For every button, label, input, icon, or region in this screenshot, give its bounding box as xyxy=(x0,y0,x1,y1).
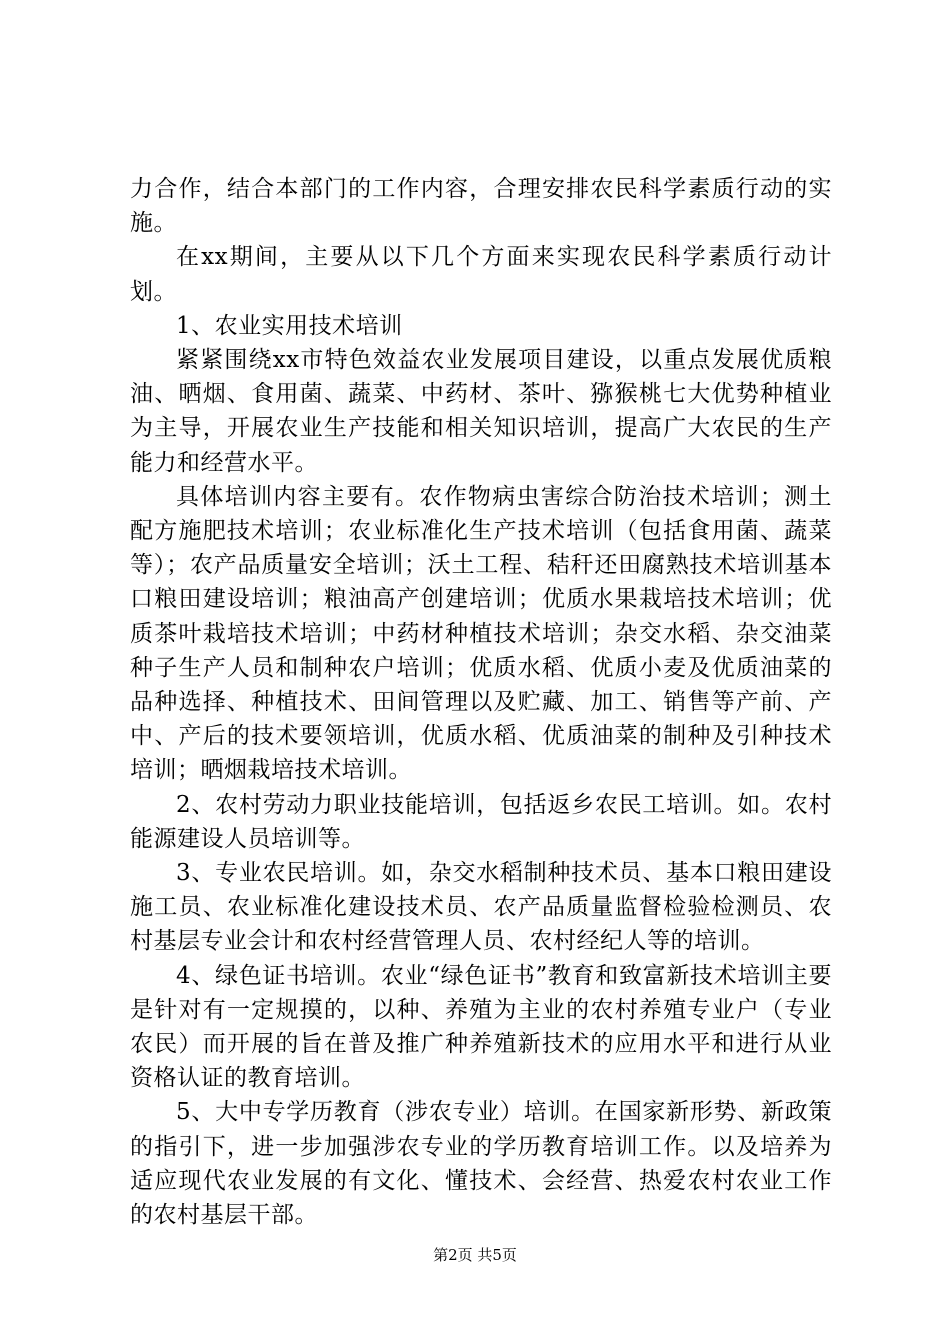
paragraph: 在xx期间，主要从以下几个方面来实现农民科学素质行动计划。 xyxy=(130,244,832,305)
paragraph: 2、农村劳动力职业技能培训，包括返乡农民工培训。如。农村能源建设人员培训等。 xyxy=(130,791,832,852)
section-heading: 1、农业实用技术培训 xyxy=(176,312,403,339)
paragraph: 具体培训内容主要有。农作物病虫害综合防治技术培训；测土配方施肥技术培训；农业标准化生产技术培训（包括食用菌、蔬菜等）；农产品质量安全培训；沃土工程、秸秆还田腐熟技术培训基本口粮田建设培训；粮油高产创建培训；优质水果栽培技术培训；优质茶叶栽培技术培训；中药材种植技术培训；杂交水稻、杂交油菜种子生产人员和制种农户培训；优质水稻、优质小麦及优质油菜的品种选择、种植技术、田间管理以及贮藏、加工、销售等产前、产中、产后的技术要领培训，优质水稻、优质油菜的制种及引种技术培训；晒烟栽培技术培训。 xyxy=(130,483,832,784)
paragraph: 3、专业农民培训。如，杂交水稻制种技术员、基本口粮田建设施工员、农业标准化建设技术员、农产品质量监督检验检测员、农村基层专业会计和农村经营管理人员、农村经纪人等的培训。 xyxy=(130,860,832,955)
paragraph: 5、大中专学历教育（涉农专业）培训。在国家新形势、新政策的指引下，进一步加强涉农专业的学历教育培训工作。以及培养为适应现代农业发展的有文化、懂技术、会经营、热爱农村农业工作的农村基层干部。 xyxy=(130,1099,832,1229)
paragraph: 力合作，结合本部门的工作内容，合理安排农民科学素质行动的实施。 xyxy=(130,176,832,237)
page-number-footer: 第2页 共5页 xyxy=(433,1246,517,1264)
document-body xyxy=(130,172,832,1232)
paragraph: 紧紧围绕xx市特色效益农业发展项目建设，以重点发展优质粮油、晒烟、食用菌、蔬菜、中药材、茶叶、猕猴桃七大优势种植业为主导，开展农业生产技能和相关知识培训，提高广大农民的生产能力和经营水平。 xyxy=(130,347,832,476)
paragraph: 4、绿色证书培训。农业“绿色证书”教育和致富新技术培训主要是针对有一定规摸的，以种、养殖为主业的农村养殖专业户（专业农民）而开展的旨在普及推广种养殖新技术的应用水平和进行从业资格认证的教育培训。 xyxy=(130,962,832,1092)
